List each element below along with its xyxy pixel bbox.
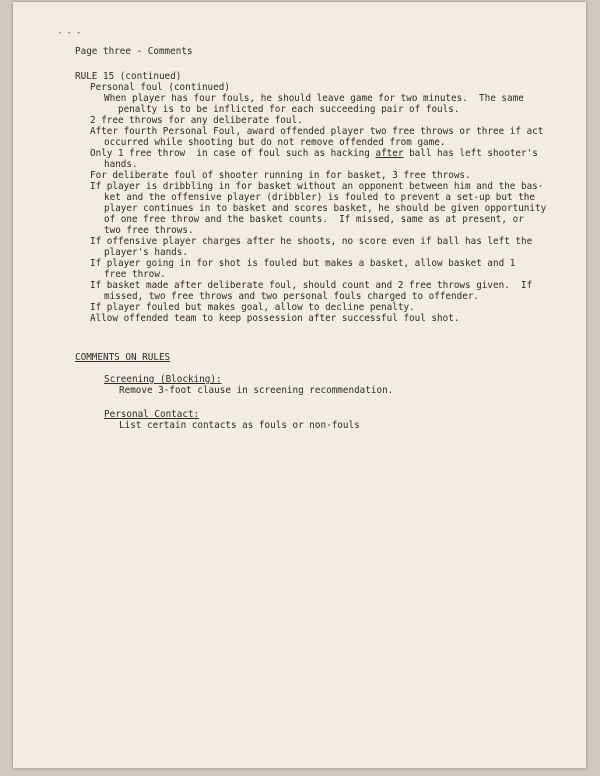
rule-subheading: Personal foul (continued) — [90, 82, 230, 93]
rule-item-line: player continues in to basket and scores basket, he should be given opportunity — [104, 203, 547, 214]
rule-item-line: hands. — [104, 159, 138, 170]
margin-marks: • • • — [58, 30, 83, 37]
comment-section-title: Personal Contact: — [104, 409, 200, 420]
rule-item-line: After fourth Personal Foul, award offended player two free throws or three if act — [90, 126, 544, 137]
rule-item-line: ket and the offensive player (dribbler) is fouled to prevent a set-up but the — [104, 192, 535, 203]
rule-item-line: If player fouled but makes goal, allow to decline penalty. — [90, 302, 415, 313]
rule-item-line: For deliberate foul of shooter running in for basket, 3 free throws. — [90, 170, 471, 181]
document-page — [13, 2, 586, 768]
rule-item-text: Only 1 free throw in case of foul such as hacking — [90, 148, 376, 159]
rule-item-line: If player is dribbling in for basket without an opponent between him and the bas- — [90, 181, 544, 192]
rule-item-line — [90, 148, 538, 159]
rule-item-line: 2 free throws for any deliberate foul. — [90, 115, 303, 126]
rule-item-line: If basket made after deliberate foul, should count and 2 free throws given. If — [90, 280, 533, 291]
comment-section-title: Screening (Blocking): — [104, 374, 222, 385]
rule-item-line: If offensive player charges after he shoots, no score even if ball has left the — [90, 236, 533, 247]
emphasized-word: after — [375, 148, 404, 159]
rule-item-line: two free throws. — [104, 225, 194, 236]
rule-item-line: When player has four fouls, he should leave game for two minutes. The same — [104, 93, 524, 104]
rule-item-line: missed, two free throws and two personal fouls charged to offender. — [104, 291, 480, 302]
document-body — [13, 2, 586, 768]
rule-item-line: occurred while shooting but do not remove offended from game. — [104, 137, 446, 148]
rule-item-line: penalty is to be inflicted for each succeeding pair of fouls. — [118, 104, 460, 115]
rule-item-line: free throw. — [104, 269, 166, 280]
rule-item-line: Allow offended team to keep possession after successful foul shot. — [90, 313, 460, 324]
rule-item-text: ball has left shooter's — [403, 148, 538, 159]
rule-item-line: If player going in for shot is fouled but makes a basket, allow basket and 1 — [90, 258, 516, 269]
rule-heading: RULE 15 (continued) — [75, 71, 182, 82]
rule-item-line: of one free throw and the basket counts. If missed, same as at present, or — [104, 214, 524, 225]
page-header: Page three - Comments — [75, 46, 193, 57]
rule-item-line: player's hands. — [104, 247, 188, 258]
comment-section-text: Remove 3-foot clause in screening recommendation. — [119, 385, 394, 396]
comment-section-text: List certain contacts as fouls or non-fouls — [119, 420, 360, 431]
comments-heading: COMMENTS ON RULES — [75, 352, 171, 363]
